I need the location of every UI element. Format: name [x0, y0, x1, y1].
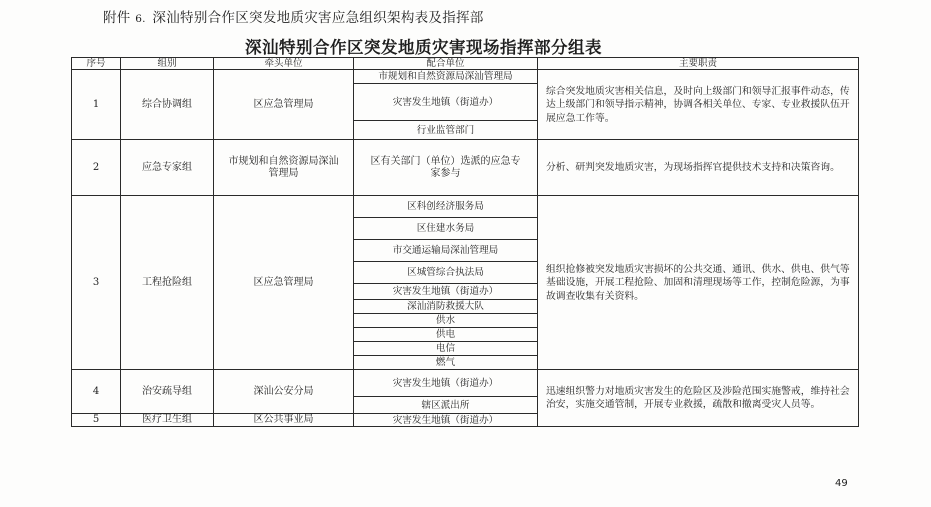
table-row — [72, 70, 859, 84]
header-row — [72, 58, 859, 70]
row-group: 应急专家组 — [121, 140, 214, 196]
partner-unit: 灾害发生地镇（街道办） — [354, 414, 538, 427]
partner-unit: 供水 — [354, 314, 538, 328]
partner-unit: 灾害发生地镇（街道办） — [354, 84, 538, 121]
partner-unit: 深汕消防救援大队 — [354, 300, 538, 314]
attachment-number: 6. — [135, 13, 146, 25]
col-header-lead: 牵头单位 — [214, 58, 354, 70]
table-row — [72, 370, 859, 397]
col-header-group: 组别 — [121, 58, 214, 70]
partner-unit: 市交通运输局深汕管理局 — [354, 240, 538, 262]
partner-unit: 区城管综合执法局 — [354, 262, 538, 284]
row-group: 工程抢险组 — [121, 196, 214, 370]
partner-unit: 辖区派出所 — [354, 397, 538, 414]
row-no: 2 — [72, 140, 121, 196]
page-number: 49 — [835, 478, 848, 489]
row-lead: 深汕公安分局 — [214, 370, 354, 414]
table-row — [72, 196, 859, 218]
row-duties: 综合突发地质灾害相关信息，及时向上级部门和领导汇报事件动态，传达上级部门和领导指示精神，协调各相关单位、专家、专业救援队伍开展应急工作等。 — [538, 70, 859, 140]
row-group: 治安疏导组 — [121, 370, 214, 414]
row-group: 医疗卫生组 — [121, 414, 214, 427]
partner-unit: 区科创经济服务局 — [354, 196, 538, 218]
row-lead: 区应急管理局 — [214, 196, 354, 370]
attachment-title: 深汕特别合作区突发地质灾害应急组织架构表及指挥部 — [152, 10, 484, 26]
partner-unit: 区住建水务局 — [354, 218, 538, 240]
command-group-table — [71, 57, 859, 427]
row-duties: 组织抢修被突发地质灾害损坏的公共交通、通讯、供水、供电、供气等基础设施，开展工程抢险、加固和清理现场等工作，控制危险源，为事故调查收集有关资料。 — [538, 196, 859, 370]
partner-unit: 燃气 — [354, 356, 538, 370]
col-header-no: 序号 — [72, 58, 121, 70]
partner-unit: 行业监管部门 — [354, 121, 538, 140]
attachment-heading — [103, 6, 484, 26]
row-no: 4 — [72, 370, 121, 414]
col-header-duties: 主要职责 — [538, 58, 859, 70]
row-duties: 迅速组织警力对地质灾害发生的危险区及涉险范围实施警戒，维持社会治安，实施交通管制，开展专业救援，疏散和撤离受灾人员等。 — [538, 370, 859, 427]
row-no: 3 — [72, 196, 121, 370]
partner-unit: 电信 — [354, 342, 538, 356]
row-lead: 市规划和自然资源局深汕管理局 — [214, 140, 354, 196]
table-title: 深汕特别合作区突发地质灾害现场指挥部分组表 — [245, 38, 602, 57]
row-duties: 分析、研判突发地质灾害，为现场指挥官提供技术支持和决策咨询。 — [538, 140, 859, 196]
row-no: 5 — [72, 414, 121, 427]
row-no: 1 — [72, 70, 121, 140]
partner-unit: 灾害发生地镇（街道办） — [354, 284, 538, 300]
partner-unit: 灾害发生地镇（街道办） — [354, 370, 538, 397]
col-header-partner: 配合单位 — [354, 58, 538, 70]
row-lead: 区公共事业局 — [214, 414, 354, 427]
partner-unit: 市规划和自然资源局深汕管理局 — [354, 70, 538, 84]
partner-unit: 区有关部门（单位）选派的应急专家参与 — [354, 140, 538, 196]
row-group: 综合协调组 — [121, 70, 214, 140]
partner-unit: 供电 — [354, 328, 538, 342]
attachment-label: 附件 — [103, 10, 131, 26]
row-lead: 区应急管理局 — [214, 70, 354, 140]
table-row — [72, 140, 859, 196]
